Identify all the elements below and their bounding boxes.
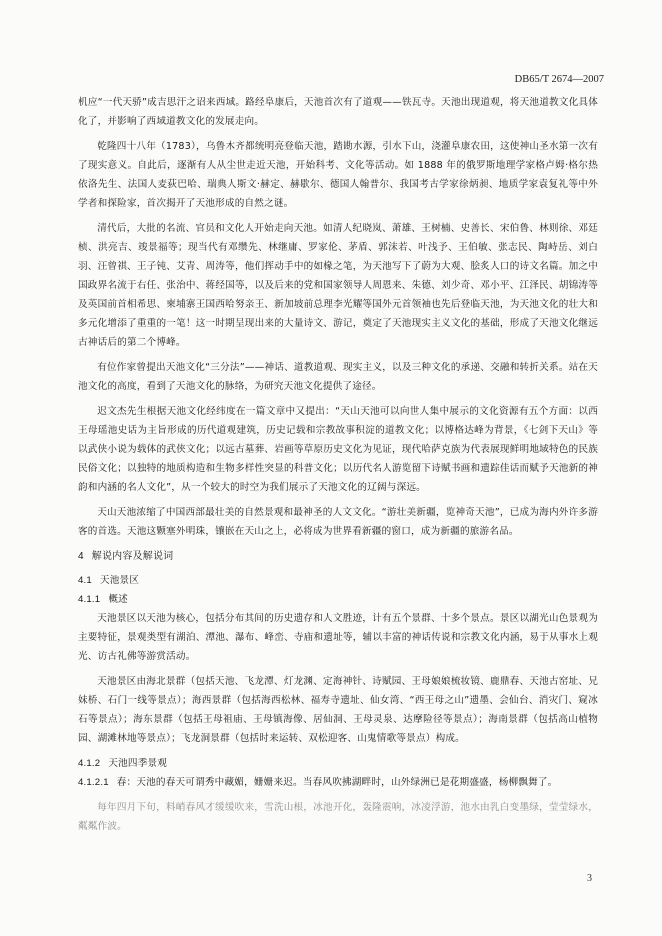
page-number: 3 [587,873,592,884]
paragraph: 机应“一代天骄”成吉思汗之诏来西域。路经阜康后，天池首次有了道观——铁瓦寺。天池出现道观，将天池道教文化具体化了，并影响了西域道教文化的发展走向。 [78,97,598,127]
paragraph: 乾隆四十八年（1783），乌鲁木齐都统明亮登临天池，踏勘水源，引水下山，浇灌阜康农田，这使神山圣水第一次有了现实意义。自此后，逐渐有人从尘世走近天池，开始科考、文化等活动。如 1888 年的俄罗斯地理学家格卢姆·格尔热依洛先生、法国人麦荻巴哈、瑞典人斯文·赫定、赫歇尔、德国人翰普尔、我国考古学家徐炳昶、地质学家袁复礼等中外学者和探险家，首次揭开了天池形成的自然之谜。 [78,141,598,209]
section-title: 概述 [108,594,128,605]
paragraph: 清代后，大批的名流、官员和文化人开始走向天池。如清人纪晓岚、萧雄、王树楠、史善长、宋伯鲁、林则徐、邓廷桢、洪亮吉、竣景福等；现当代有邓缵先、林继庸、罗家伦、茅盾、郭沫若、叶浅予、王伯敏、张志民、陶峙岳、刘白羽、汪曾祺、王子钝、艾青、周涛等，他们挥动手中的如椽之笔，为天池写下了蔚为大观、脍炙人口的诗文名篇。加之中国政界名流于右任、张治中、蒋经国等，以及后来的党和国家领导人周恩来、朱德、刘少奇、邓小平、江泽民、胡锦涛等及英国前首相希思、柬埔寨王国西哈努亲王、新加坡前总理李光耀等国外元首领袖也先后登临天池，为天池文化的壮大和多元化增添了重重的一笔！这一时期呈现出来的大量诗文、游记，奠定了天池现实主义文化的基础，形成了天池文化继远古神话后的第二个博峰。 [78,223,598,348]
paragraph-faded: 每年四月下旬，料峭春风才缓缓吹来，雪洗山根，冰池开化，轰隆震响，冰凌浮游，池水由乳白变墨绿，莹莹绿水，粼粼作波。 [78,802,598,832]
document-number: DB65/T 2674—2007 [514,74,604,85]
subsection-text: 春：天池的春天可谓秀中藏媚，姗姗来迟。当春风吹拂湖畔时，山外绿洲已是花期盛盛，杨柳飘舞了。 [116,777,558,788]
section-number: 4.1.2 [78,758,101,769]
section-heading-4-1 [78,571,598,590]
section-number: 4.1.2.1 [78,777,109,788]
section-heading-4-1-2 [78,754,598,773]
paragraph: 迟文杰先生根据天池文化经纬度在一篇文章中又提出：“天山天池可以向世人集中展示的文化资源有五个方面：以西王母瑶池史话为主旨形成的历代道观建筑，历史记载和宗教故事积淀的道教文化；以博格达峰为背景，《七剑下天山》等以武侠小说为载体的武侠文化；以远古墓葬、岩画等草原历史文化为见证，现代哈萨克族为代表展现鲜明地域特色的民族民俗文化；以独特的地质构造和生物多样性突显的科普文化；以历代名人游览留下诗赋书画和遗踪佳话而赋予天池新的神韵和内涵的名人文化”，从一个较大的时空为我们展示了天池文化的辽阔与深远。 [78,406,598,493]
section-title: 天池景区 [99,575,140,586]
section-heading-4-1-1 [78,590,598,609]
paragraph: 有位作家曾提出天池文化“三分法”——神话、道教道观、现实主义，以及三种文化的承递、交融和转折关系。站在天池文化的高度，看到了天池文化的脉络，为研究天池文化提供了途径。 [78,362,598,392]
section-title: 天池四季景观 [108,758,168,769]
section-heading-4 [78,547,598,566]
document-body [78,93,598,842]
section-number: 4.1 [78,575,92,586]
paragraph: 天山天池浓缩了中国西部最壮美的自然景观和最神圣的人文文化。“游壮美新疆，览神奇天池”，已成为海内外许多游客的首选。天池这颗塞外明珠，镶嵌在天山之上，必将成为世界看新疆的窗口，成为新疆的旅游名品。 [78,507,598,537]
section-number: 4.1.1 [78,594,101,605]
subsection-4-1-2-1 [78,773,598,792]
paragraph: 天池景区由海北景群（包括天池、飞龙潭、灯龙渊、定海神针、诗赋园、王母娘娘梳妆镜、鹿鼎春、天池古窑址、兄妹桥、石门一线等景点）；海西景群（包括海西松林、福寿寺遗址、仙女湾、“西王母之山”遗墨、会仙台、消灾门、窥冰石等景点）；海东景群（包括王母祖庙、王母镇海像、居仙洞、王母灵泉、达摩险径等景点）；海南景群（包括高山植物园、湖滩林地等景点）；飞龙洞景群（包括时来运转、双松迎客、山鬼情歌等景点）构成。 [78,676,598,744]
paragraph: 天池景区以天池为核心，包括分布其间的历史遗存和人文胜迹，计有五个景群、十多个景点。景区以湖光山色景观为主要特征，景观类型有湖泊、潭池、瀑布、峰峦、寺庙和遗址等，辅以丰富的神话传说和宗教文化内涵，易于从事水上观光、访古礼佛等游赏活动。 [78,613,598,662]
section-title: 解说内容及解说词 [91,551,174,562]
section-number: 4 [78,551,84,562]
